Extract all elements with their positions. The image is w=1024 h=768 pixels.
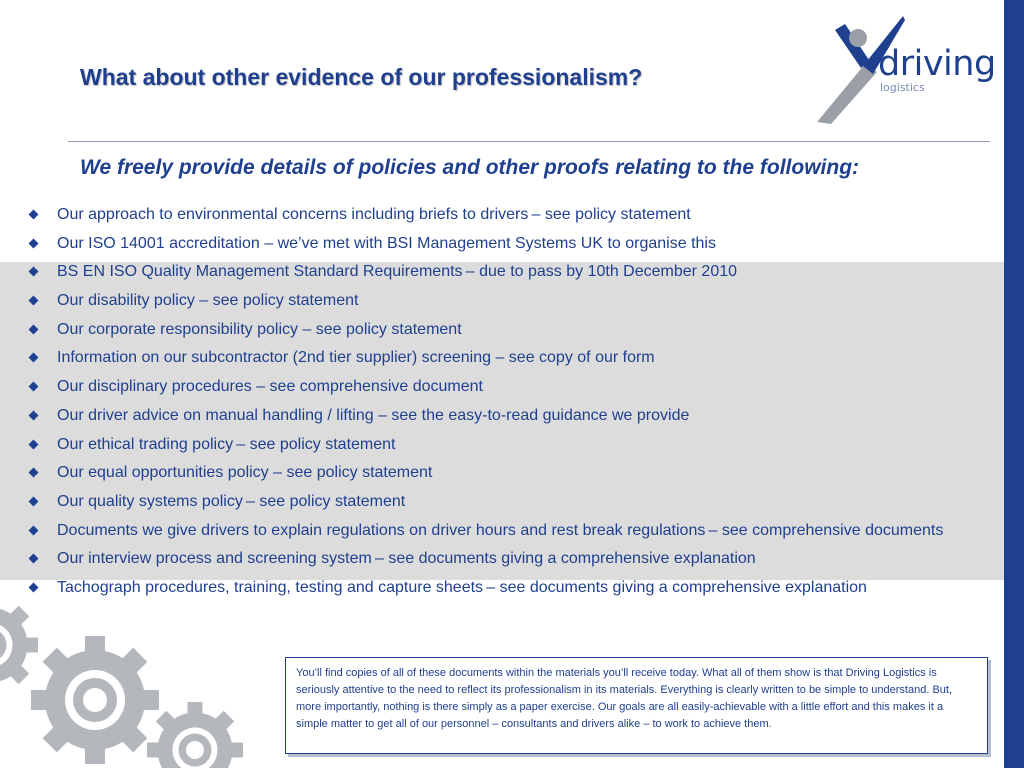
list-item [26,547,996,570]
list-item-text: BS EN ISO Quality Management Standard Requirements – due to pass by 10th December 2010 [57,263,738,281]
diamond-bullet-icon [29,496,39,506]
list-item [26,232,996,255]
list-item-text: Our interview process and screening system – see documents giving a comprehensive explanation [57,550,756,568]
list-item-text: Information on our subcontractor (2nd tier supplier) screening – see copy of our form [57,349,655,367]
list-item [26,490,996,513]
logo-wordmark: driving [878,44,996,84]
list-item [26,346,996,369]
title-divider [68,141,990,142]
diamond-bullet-icon [29,296,39,306]
diamond-bullet-icon [29,525,39,535]
list-item-text: Our corporate responsibility policy – see policy statement [57,320,462,338]
logo-subtext: logistics [880,81,925,94]
list-item-text: Our ISO 14001 accreditation – we’ve met with BSI Management Systems UK to organise this [57,234,716,252]
diamond-bullet-icon [29,382,39,392]
diamond-bullet-icon [29,324,39,334]
list-item [26,576,996,599]
list-item [26,433,996,456]
diamond-bullet-icon [29,410,39,420]
list-item [26,461,996,484]
list-item-text: Our ethical trading policy – see policy statement [57,435,396,453]
list-item [26,203,996,226]
diamond-bullet-icon [29,210,39,220]
list-item-text: Our driver advice on manual handling / lifting – see the easy-to-read guidance we provide [57,406,690,424]
page-title: What about other evidence of our professionalism? [80,64,643,90]
list-item-text: Our disciplinary procedures – see comprehensive document [57,378,483,396]
list-item-text: Documents we give drivers to explain regulations on driver hours and rest break regulations – see comprehensive documents [57,521,944,539]
diamond-bullet-icon [29,439,39,449]
diamond-bullet-icon [29,267,39,277]
gears-icon [0,600,290,768]
list-item-text: Our disability policy – see policy statement [57,292,359,310]
list-item [26,289,996,312]
list-item [26,404,996,427]
summary-note-box: You’ll find copies of all of these documents within the materials you’ll receive today. What all of them show is that Driving Logistics is seriously attentive to the need to reflect its professionalism in its materials. Everything is clearly written to be simple to understand. But, more importantly, nothing is there simply as a paper exercise. Our goals are all easily-achievable with a little effort and this makes it a simple matter to get all of our personnel – consultants and drivers alike – to work to achieve them. [285,657,988,754]
diamond-bullet-icon [29,554,39,564]
list-item-text: Our equal opportunities policy – see policy statement [57,464,433,482]
list-item [26,260,996,283]
evidence-list [26,203,996,605]
side-accent-bar [1004,0,1024,768]
diamond-bullet-icon [29,238,39,248]
page-subtitle: We freely provide details of policies and other proofs relating to the following: [80,156,860,179]
list-item-text: Our quality systems policy – see policy statement [57,492,406,510]
diamond-bullet-icon [29,583,39,593]
diamond-bullet-icon [29,468,39,478]
diamond-bullet-icon [29,353,39,363]
list-item-text: Tachograph procedures, training, testing and capture sheets – see documents giving a comprehensive explanation [57,579,867,597]
list-item [26,519,996,542]
list-item-text: Our approach to environmental concerns including briefs to drivers – see policy statement [57,206,691,223]
list-item [26,375,996,398]
list-item [26,318,996,341]
